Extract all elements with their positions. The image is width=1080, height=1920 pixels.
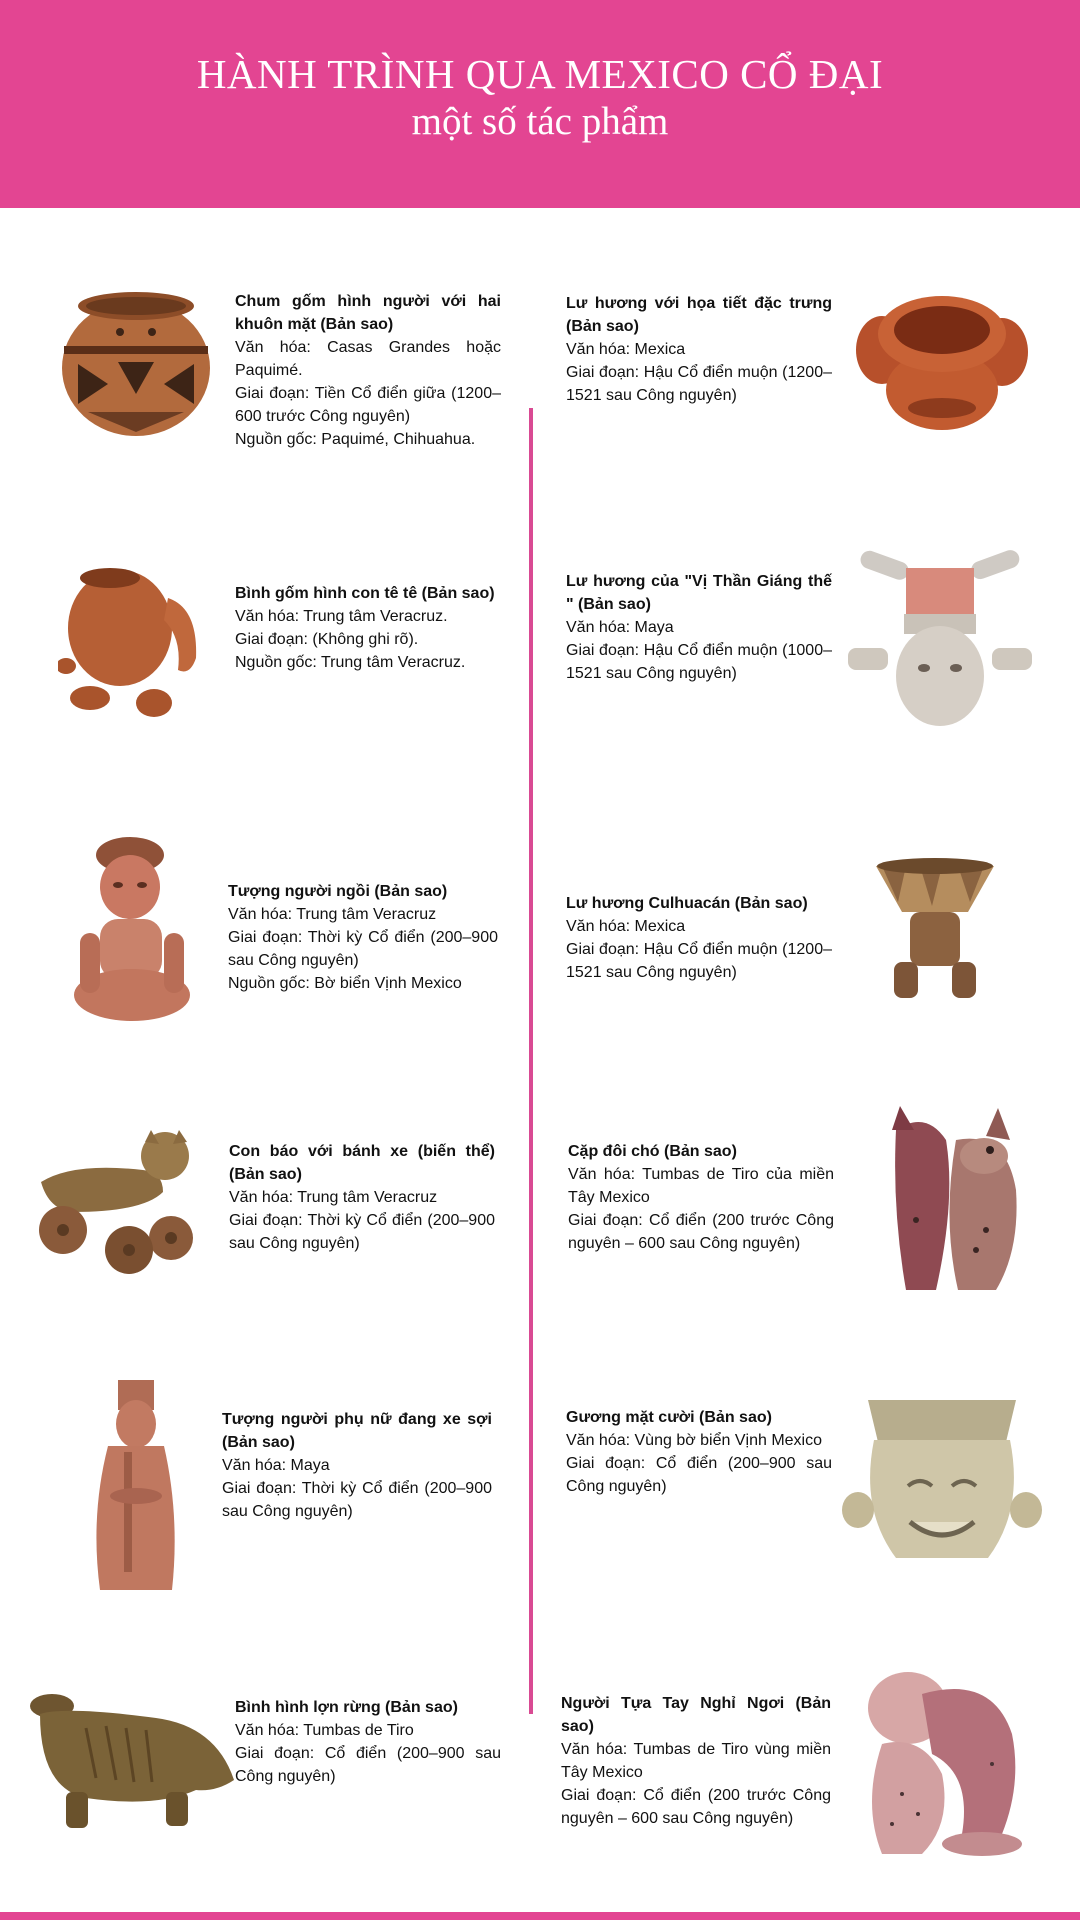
artifact-title: Lư hương của "Vị Thần Giáng thế " (Bản sao): [566, 573, 832, 613]
descending-god-censer-image: [844, 548, 1036, 734]
artifact-right-6: [561, 1692, 831, 1830]
artifact-title: Chum gốm hình người với hai khuôn mặt (Bản sao): [235, 293, 501, 333]
artifact-title: Lư hương với họa tiết đặc trưng (Bản sao): [566, 295, 832, 335]
artifact-culture: Văn hóa: Casas Grandes hoặc Paquimé.: [235, 339, 501, 379]
artifact-period: Giai đoạn: Hậu Cổ điển muộn (1000–1521 sau Công nguyên): [566, 642, 832, 682]
artifact-culture: Văn hóa: Trung tâm Veracruz: [229, 1189, 438, 1206]
artifact-title: Người Tựa Tay Nghỉ Ngơi (Bản sao): [561, 1695, 831, 1735]
artifact-culture: Văn hóa: Mexica: [566, 918, 686, 935]
artifact-culture: Văn hóa: Trung tâm Veracruz: [228, 906, 437, 923]
artifact-left-4: [229, 1140, 495, 1255]
artifact-culture: Văn hóa: Maya: [222, 1457, 330, 1474]
resting-figure-image: [852, 1664, 1032, 1860]
artifact-title: Bình hình lợn rừng (Bản sao): [235, 1699, 458, 1716]
footer-bar: [0, 1912, 1080, 1920]
header-banner: [0, 0, 1080, 208]
artifact-title: Con báo với bánh xe (biến thể) (Bản sao): [229, 1143, 495, 1183]
artifact-culture: Văn hóa: Tumbas de Tiro vùng miền Tây Mexico: [561, 1741, 831, 1781]
artifact-title: Tượng người phụ nữ đang xe sợi (Bản sao): [222, 1411, 492, 1451]
artifact-title: Cặp đôi chó (Bản sao): [568, 1143, 737, 1160]
artifact-culture: Văn hóa: Tumbas de Tiro của miền Tây Mexico: [568, 1166, 834, 1206]
incense-burner-image: [852, 290, 1030, 432]
artifact-left-1: [235, 290, 501, 451]
center-divider: [529, 408, 533, 1714]
artifact-right-2: [566, 570, 832, 685]
artifact-right-3: [566, 892, 832, 984]
spinning-woman-figure-image: [88, 1376, 182, 1596]
artifact-culture: Văn hóa: Tumbas de Tiro: [235, 1722, 414, 1739]
artifact-period: Giai đoạn: (Không ghi rõ).: [235, 631, 419, 648]
two-faced-pottery-jar-image: [58, 284, 214, 440]
artifact-period: Giai đoạn: Thời kỳ Cổ điển (200–900 sau Công nguyên): [229, 1212, 495, 1252]
artifact-left-6: [235, 1696, 501, 1788]
artifact-left-3: [228, 880, 498, 995]
artifact-origin: Nguồn gốc: Paquimé, Chihuahua.: [235, 431, 476, 448]
artifact-culture: Văn hóa: Maya: [566, 619, 674, 636]
anteater-vessel-image: [58, 558, 208, 723]
smiling-face-image: [838, 1390, 1046, 1570]
page-subtitle: một số tác phẩm: [411, 100, 669, 143]
dog-pair-image: [886, 1100, 1026, 1296]
artifact-title: Tượng người ngồi (Bản sao): [228, 883, 448, 900]
artifact-culture: Văn hóa: Mexica: [566, 341, 686, 358]
seated-figure-image: [72, 835, 197, 1030]
artifact-title: Lư hương Culhuacán (Bản sao): [566, 895, 808, 912]
artifact-origin: Nguồn gốc: Bờ biển Vịnh Mexico: [228, 975, 462, 992]
artifact-left-5: [222, 1408, 492, 1523]
artifact-period: Giai đoạn: Cổ điển (200–900 sau Công nguyên): [235, 1745, 501, 1785]
artifact-period: Giai đoạn: Thời kỳ Cổ điển (200–900 sau Công nguyên): [222, 1480, 492, 1520]
artifact-period: Giai đoạn: Cổ điển (200 trước Công nguyên – 600 sau Công nguyên): [568, 1212, 834, 1252]
page-title: HÀNH TRÌNH QUA MEXICO CỔ ĐẠI: [196, 51, 884, 97]
artifact-title: Gương mặt cười (Bản sao): [566, 1409, 772, 1426]
artifact-right-4: [568, 1140, 834, 1255]
artifact-period: Giai đoạn: Hậu Cổ điển muộn (1200–1521 sau Công nguyên): [566, 364, 832, 404]
artifact-period: Giai đoạn: Cổ điển (200–900 sau Công nguyên): [566, 1455, 832, 1495]
culhuacan-censer-image: [872, 852, 998, 1004]
artifact-right-5: [566, 1406, 832, 1498]
artifact-title: Bình gốm hình con tê tê (Bản sao): [235, 585, 495, 602]
artifact-period: Giai đoạn: Cổ điển (200 trước Công nguyên – 600 sau Công nguyên): [561, 1787, 831, 1827]
artifact-origin: Nguồn gốc: Trung tâm Veracruz.: [235, 654, 466, 671]
wheeled-jaguar-image: [33, 1112, 203, 1282]
peccary-vessel-image: [26, 1688, 241, 1834]
artifact-culture: Văn hóa: Vùng bờ biển Vịnh Mexico: [566, 1432, 822, 1449]
artifact-culture: Văn hóa: Trung tâm Veracruz.: [235, 608, 448, 625]
artifact-left-2: [235, 582, 501, 674]
artifact-period: Giai đoạn: Tiền Cổ điển giữa (1200–600 trước Công nguyên): [235, 385, 501, 425]
artifact-period: Giai đoạn: Hậu Cổ điển muộn (1200–1521 sau Công nguyên): [566, 941, 832, 981]
artifact-period: Giai đoạn: Thời kỳ Cổ điển (200–900 sau Công nguyên): [228, 929, 498, 969]
artifact-right-1: [566, 292, 832, 407]
